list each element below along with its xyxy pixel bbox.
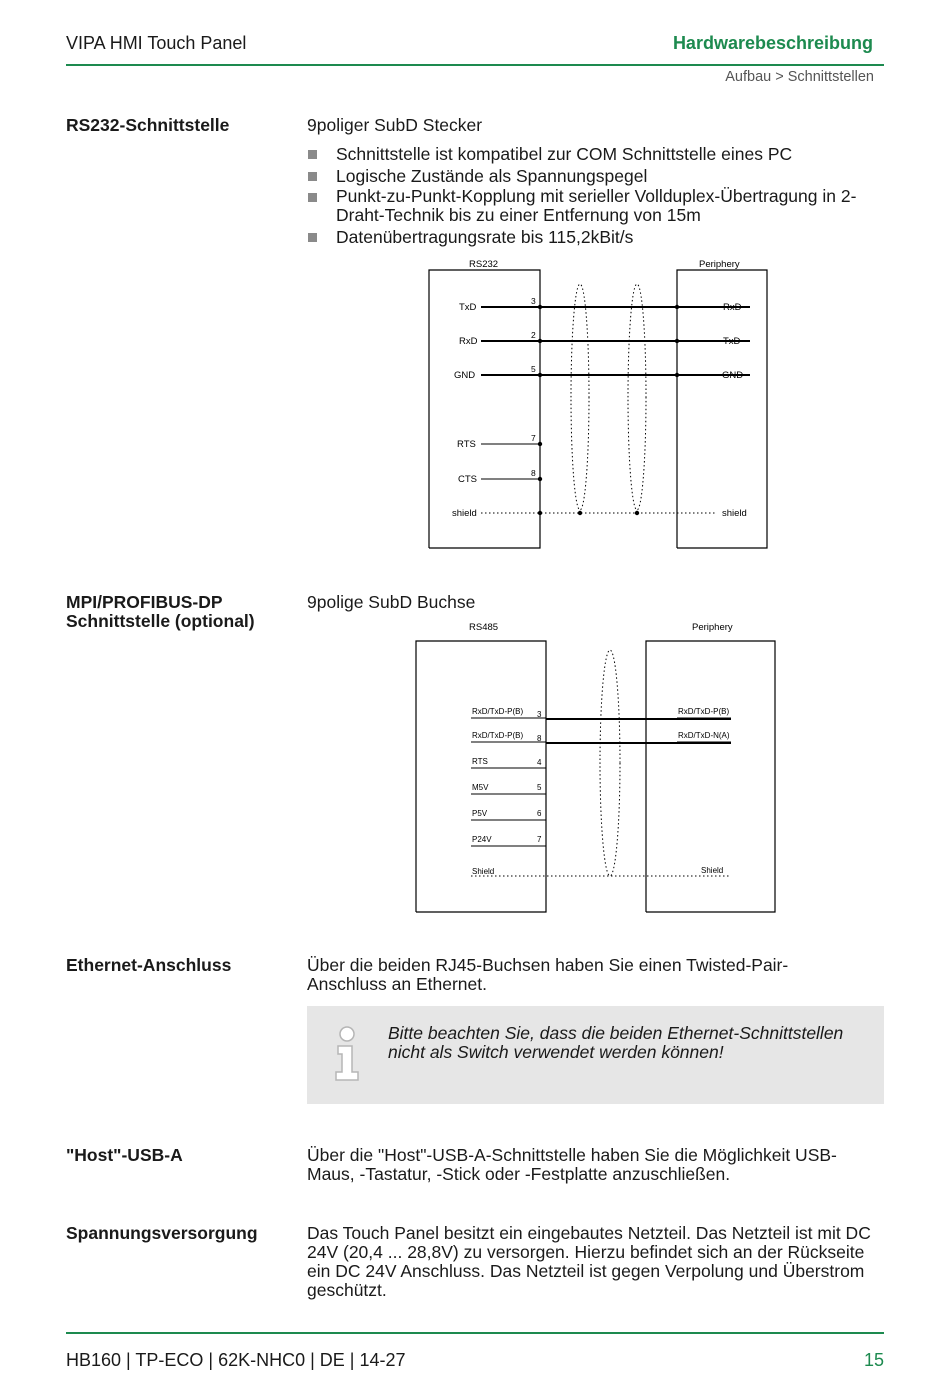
diagram-mark bbox=[675, 305, 679, 309]
diagram-mark bbox=[675, 339, 679, 343]
list-item: Schnittstelle ist kompatibel zur COM Schnittstelle eines PC bbox=[307, 144, 887, 166]
rs485-cable-shield-ellipse bbox=[600, 650, 620, 876]
page-number: 15 bbox=[863, 1350, 884, 1370]
rs485-pin-number: 7 bbox=[537, 835, 542, 844]
diagram-mark bbox=[635, 511, 639, 515]
list-item: Logische Zustände als Spannungspegel bbox=[307, 166, 887, 188]
rs232-peripheral-pin-label: RxD bbox=[723, 302, 742, 313]
rs232-pin-label: RxD bbox=[459, 336, 478, 347]
rs232-pin-number: 5 bbox=[531, 364, 536, 374]
rs232-pin-number: 8 bbox=[531, 468, 536, 478]
rs232-left-connector-box bbox=[429, 270, 540, 548]
usb-title: "Host"-USB-A bbox=[66, 1145, 183, 1165]
info-icon bbox=[330, 1024, 364, 1082]
rs485-pin-label: RxD/TxD-P(B) bbox=[472, 707, 524, 716]
rs232-peripheral-pin-label: GND bbox=[722, 370, 744, 381]
rs485-peripheral-pin-label: RxD/TxD-N(A) bbox=[678, 731, 730, 740]
diagram-mark bbox=[472, 707, 730, 876]
rs232-pin-number: 3 bbox=[531, 296, 536, 306]
rs232-right-label: Periphery bbox=[699, 259, 740, 270]
power-text: Das Touch Panel besitzt ein eingebautes Netzteil. Das Netzteil ist mit DC 24V (20,4 ... 28,8V) zu versorgen. Hierzu befindet sich an der Rückseite ein DC 24V Anschluss. Das Netzteil ist gegen Verpolung und Überstrom geschützt. bbox=[307, 1223, 871, 1300]
rs485-pin-number: 3 bbox=[537, 710, 542, 719]
diagram-mark bbox=[538, 442, 542, 446]
rs485-pin-label: M5V bbox=[472, 783, 489, 792]
rs232-pin-label: CTS bbox=[458, 474, 477, 485]
rs232-left-label: RS232 bbox=[469, 259, 499, 270]
rs485-pin-label: P5V bbox=[472, 809, 488, 818]
power-title: Spannungsversorgung bbox=[66, 1223, 258, 1243]
ethernet-note: Bitte beachten Sie, dass die beiden Ethernet-Schnittstellen nicht als Switch verwendet werden können! bbox=[388, 1023, 844, 1062]
rs485-pin-number: 6 bbox=[537, 809, 542, 818]
rs485-pin-label: P24V bbox=[472, 835, 492, 844]
list-item: Punkt-zu-Punkt-Kopplung mit serieller Vollduplex-Übertragung in 2-Draht-Technik bis zu einer Entfernung von 15m bbox=[307, 187, 887, 225]
header-title: VIPA HMI Touch Panel bbox=[66, 33, 247, 53]
diagram-mark bbox=[538, 305, 542, 309]
rs485-pin-label: RxD/TxD-P(B) bbox=[472, 731, 524, 740]
rs232-peripheral-pin-label: TxD bbox=[723, 336, 741, 347]
footer-doc-id: HB160 | TP-ECO | 62K-NHC0 | DE | 14-27 bbox=[66, 1350, 406, 1370]
rs485-pin-label: RTS bbox=[472, 757, 488, 766]
rs485-left-label: RS485 bbox=[469, 622, 499, 633]
rs232-pin-number: 2 bbox=[531, 330, 536, 340]
diagram-mark bbox=[429, 270, 767, 548]
footer-divider bbox=[66, 1332, 884, 1334]
rs232-pin-label: RTS bbox=[457, 439, 476, 450]
rs232-pin-number: 7 bbox=[531, 433, 536, 443]
rs232-cable-shield-ellipse bbox=[628, 284, 646, 510]
list-item: Datenübertragungsrate bis 115,2kBit/s bbox=[307, 227, 887, 249]
diagram-mark bbox=[675, 373, 679, 377]
mpi-title-line2: Schnittstelle (optional) bbox=[66, 611, 255, 631]
diagram-mark bbox=[578, 511, 582, 515]
diagram-mark bbox=[571, 284, 646, 510]
breadcrumb: Aufbau > Schnittstellen bbox=[725, 69, 874, 85]
rs232-intro: 9poliger SubD Stecker bbox=[307, 115, 483, 135]
ethernet-text: Über die beiden RJ45-Buchsen haben Sie einen Twisted-Pair-Anschluss an Ethernet. bbox=[307, 955, 789, 994]
rs232-title: RS232-Schnittstelle bbox=[66, 115, 230, 135]
diagram-mark bbox=[538, 511, 542, 515]
diagram-mark bbox=[538, 477, 542, 481]
rs485-pin-number: 4 bbox=[537, 758, 542, 767]
rs485-peripheral-pin-label: Shield bbox=[701, 866, 724, 875]
diagram-mark bbox=[340, 1027, 354, 1041]
diagram-mark bbox=[481, 307, 750, 375]
rs232-pin-label: TxD bbox=[459, 302, 477, 313]
mpi-title bbox=[66, 593, 255, 631]
diagram-mark bbox=[538, 373, 542, 377]
rs485-pin-number: 5 bbox=[537, 783, 542, 792]
diagram-mark bbox=[538, 305, 679, 515]
diagram-mark bbox=[336, 1046, 358, 1080]
rs232-right-connector-box bbox=[677, 270, 767, 548]
rs232-cable-shield-ellipse bbox=[571, 284, 589, 510]
rs485-peripheral-pin-label: RxD/TxD-P(B) bbox=[678, 707, 730, 716]
ethernet-title: Ethernet-Anschluss bbox=[66, 955, 232, 975]
rs485-pin-label: Shield bbox=[472, 867, 495, 876]
rs232-pin-label: shield bbox=[452, 508, 477, 519]
rs485-right-label: Periphery bbox=[692, 622, 733, 633]
header-chapter: Hardwarebeschreibung bbox=[672, 33, 873, 53]
mpi-intro: 9polige SubD Buchse bbox=[307, 592, 476, 612]
diagram-mark bbox=[538, 339, 542, 343]
mpi-title-line1: MPI/PROFIBUS-DP bbox=[66, 592, 223, 612]
rs485-pin-number: 8 bbox=[537, 734, 542, 743]
rs232-pin-label: GND bbox=[454, 370, 476, 381]
rs232-peripheral-pin-label: shield bbox=[722, 508, 747, 519]
usb-text: Über die "Host"-USB-A-Schnittstelle haben Sie die Möglichkeit USB-Maus, -Tastatur, -Stick oder -Festplatte anzuschließen. bbox=[307, 1145, 837, 1184]
diagram-mark bbox=[452, 296, 747, 519]
